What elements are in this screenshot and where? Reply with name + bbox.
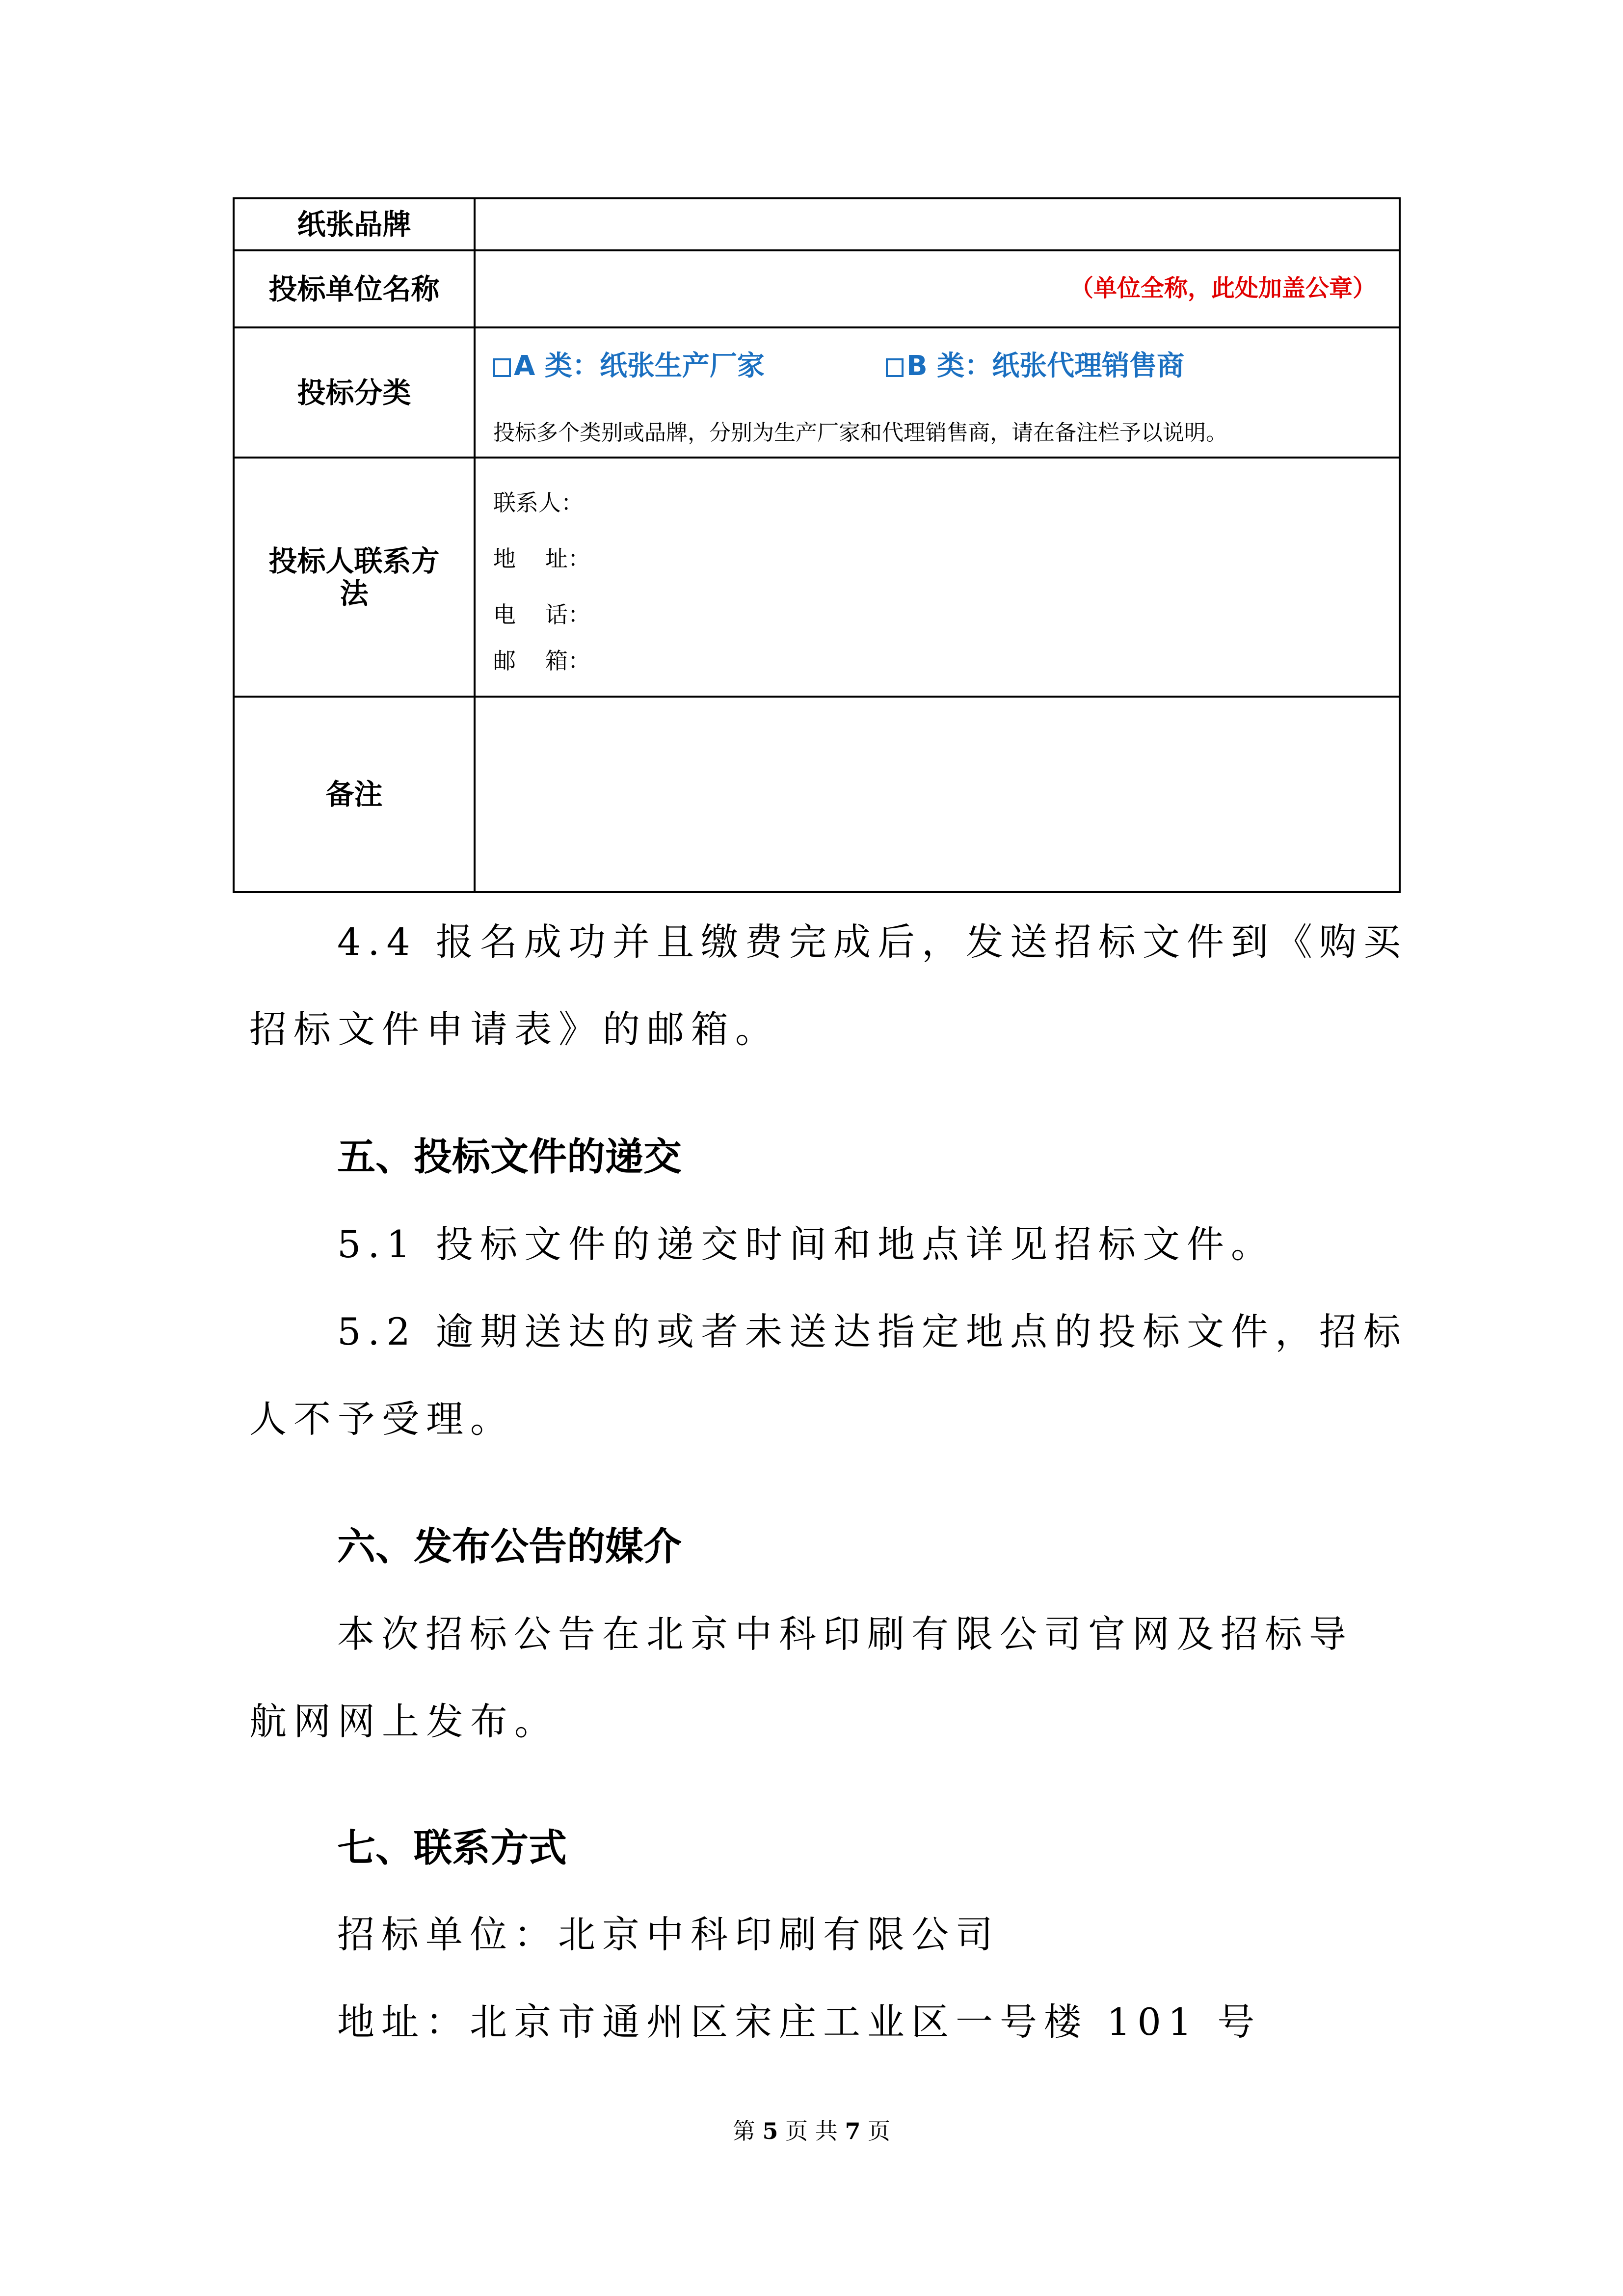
email-line: 邮 箱： [493, 648, 590, 674]
category-b-checkbox[interactable] [886, 358, 904, 377]
bid-form-table [233, 197, 1401, 893]
para-4-4-line2: 招标文件申请表》的邮箱。 [249, 1007, 779, 1051]
category-a-option[interactable]: A 类：纸张生产厂家 [493, 350, 765, 382]
para-5-2-line2: 人不予受理。 [249, 1397, 514, 1441]
bid-category-label: 投标分类 [234, 327, 475, 458]
bid-category-cell [475, 327, 1400, 458]
category-note: 投标多个类别或品牌，分别为生产厂家和代理销售商，请在备注栏予以说明。 [493, 420, 1227, 445]
contact-unit: 招标单位：北京中科印刷有限公司 [337, 1913, 1000, 1956]
para-6-line1: 本次招标公告在北京中科印刷有限公司官网及招标导 [337, 1612, 1353, 1656]
para-5-1: 5.1 投标文件的递交时间和地点详见招标文件。 [337, 1222, 1276, 1266]
section-6-heading: 六、发布公告的媒介 [337, 1525, 682, 1569]
bidder-name-cell [475, 250, 1400, 327]
section-5-heading: 五、投标文件的递交 [337, 1135, 682, 1179]
remarks-label: 备注 [234, 697, 475, 892]
current-page-number: 5 [762, 2118, 778, 2144]
para-5-2-line1: 5.2 逾期送达的或者未送达指定地点的投标文件，招标 [337, 1310, 1408, 1353]
contact-person-line: 联系人： [493, 489, 584, 516]
page-footer: 第 5 页 共 7 页 [732, 2118, 891, 2144]
contact-method-label: 投标人联系方 法 [234, 458, 475, 697]
address-line: 地 址： [493, 545, 590, 572]
total-pages: 7 [845, 2118, 861, 2144]
paper-brand-value [475, 198, 1400, 250]
category-b-option[interactable]: B 类：纸张代理销售商 [886, 344, 1184, 383]
phone-line: 电 话： [493, 601, 590, 628]
paper-brand-label: 纸张品牌 [234, 198, 475, 250]
para-6-line2: 航网网上发布。 [249, 1700, 559, 1743]
seal-note: （单位全称，此处加盖公章） [1069, 274, 1376, 302]
remarks-cell [475, 697, 1400, 892]
bidder-name-label: 投标单位名称 [234, 250, 475, 327]
para-4-4-line1: 4.4 报名成功并且缴费完成后，发送招标文件到《购买 [337, 920, 1408, 964]
section-7-heading: 七、联系方式 [337, 1826, 567, 1870]
contact-address: 地址：北京市通州区宋庄工业区一号楼 101 号 [337, 2000, 1262, 2044]
contact-method-cell [475, 458, 1400, 697]
category-a-checkbox[interactable] [493, 358, 511, 377]
